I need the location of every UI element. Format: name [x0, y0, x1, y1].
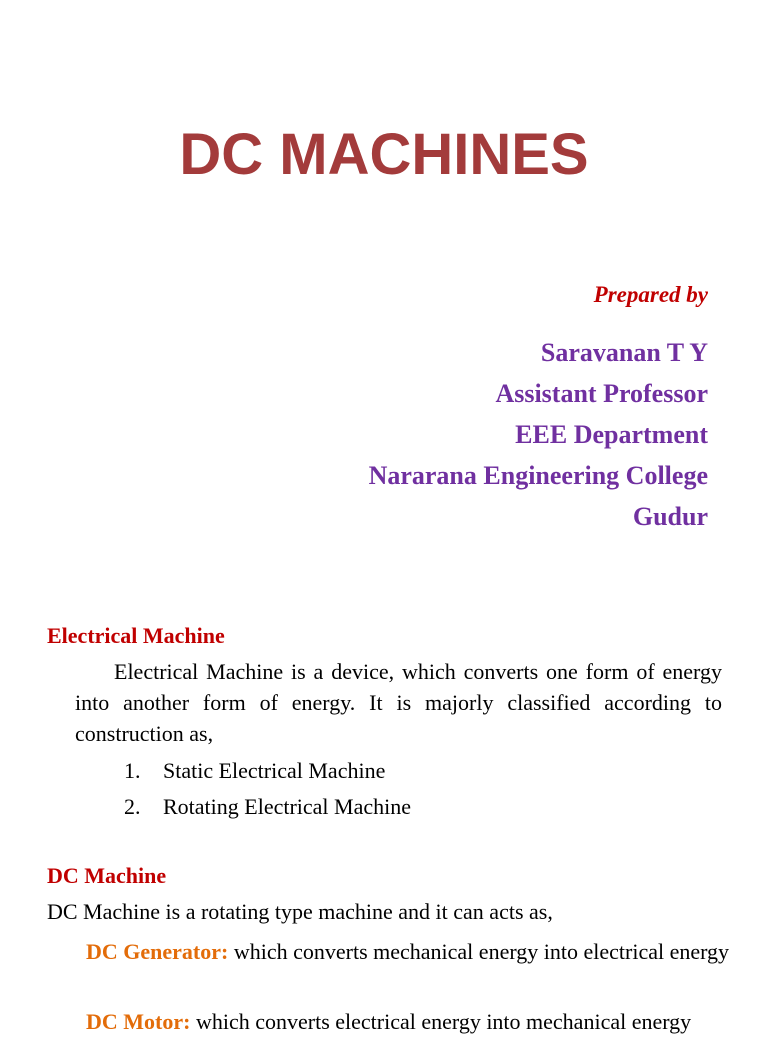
author-department: EEE Department — [515, 420, 708, 449]
definition-dc-motor — [86, 1005, 745, 1038]
definition-text: which converts mechanical energy into electrical energy — [233, 939, 730, 964]
author-block — [369, 332, 708, 537]
section-heading-dc-machine: DC Machine — [47, 863, 167, 888]
author-designation: Assistant Professor — [495, 379, 708, 408]
classification-list — [124, 753, 411, 825]
author-name: Saravanan T Y — [540, 338, 708, 367]
document-title: DC MACHINES — [179, 122, 589, 187]
definition-term: DC Motor: — [86, 1009, 191, 1034]
list-item — [124, 753, 411, 789]
section-heading-electrical-machine: Electrical Machine — [47, 623, 225, 648]
definition-text: which converts electrical energy into mechanical energy — [195, 1009, 692, 1034]
definition-dc-generator — [86, 935, 745, 968]
electrical-machine-paragraph: Electrical Machine is a device, which converts one form of energy into another form of energy. It is majorly classified according to construction as, — [75, 659, 722, 746]
list-item-text: Rotating Electrical Machine — [163, 794, 412, 819]
list-number: 1. — [124, 758, 141, 783]
author-place: Gudur — [632, 502, 708, 531]
prepared-by-label: Prepared by — [593, 282, 708, 307]
dc-machine-paragraph: DC Machine is a rotating type machine and it can acts as, — [47, 899, 553, 924]
definition-term: DC Generator: — [86, 939, 229, 964]
list-number: 2. — [124, 794, 141, 819]
list-item-text: Static Electrical Machine — [163, 758, 386, 783]
author-college: Nararana Engineering College — [368, 461, 708, 490]
list-item — [124, 789, 411, 825]
